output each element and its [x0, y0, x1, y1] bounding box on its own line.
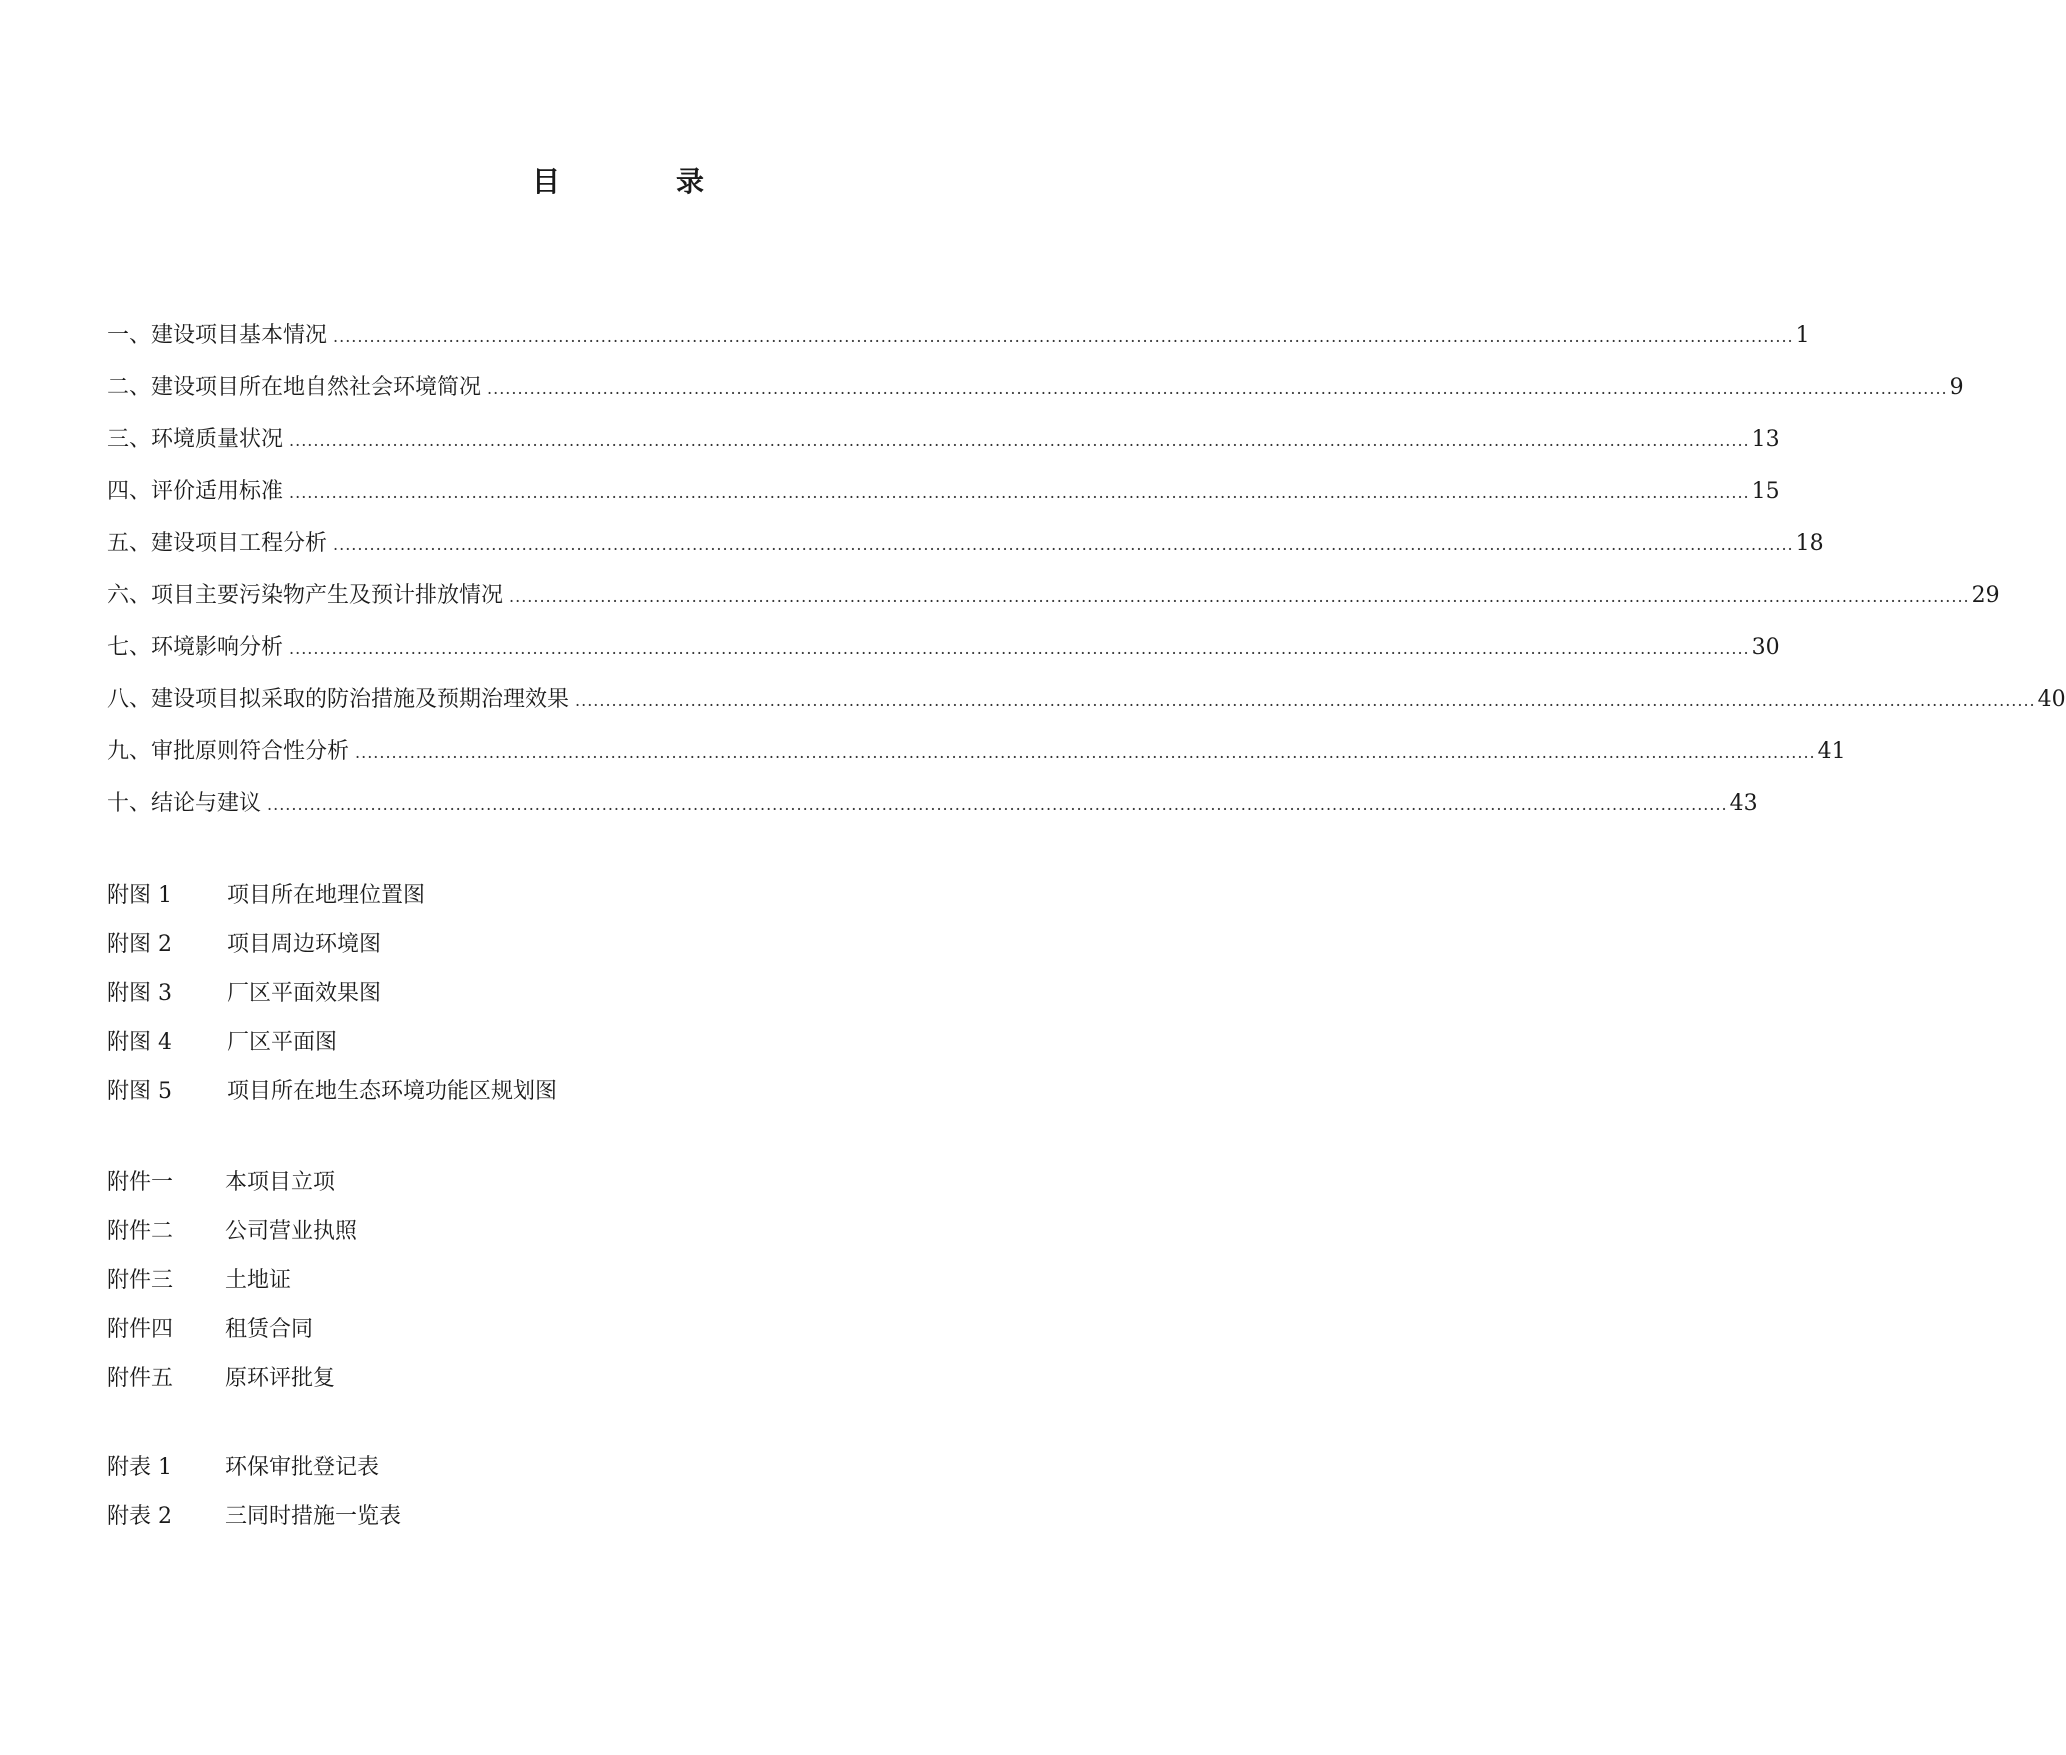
toc-entry[interactable]: [107, 370, 1964, 422]
attachment-key: 附件三: [107, 1268, 174, 1293]
toc-leader-dots: ................................................................................................................................................................................................................................................: [289, 639, 1750, 658]
toc-entry-page: 41: [1817, 739, 1846, 764]
toc-entry-label: 三、环境质量状况: [107, 427, 284, 452]
toc-entry-label: 八、建设项目拟采取的防治措施及预期治理效果: [107, 687, 570, 712]
toc-entry[interactable]: [107, 422, 1780, 474]
toc-entry-label: 二、建设项目所在地自然社会环境简况: [107, 375, 482, 400]
list-item: [107, 1165, 807, 1214]
list-item: [107, 1499, 807, 1548]
figure-key: 附图 5: [107, 1079, 172, 1104]
list-item: [107, 1450, 807, 1499]
page-title: [0, 160, 1241, 200]
toc-leader-dots: ................................................................................................................................................................................................................................................: [487, 379, 1948, 398]
attachment-name: 原环评批复: [225, 1366, 336, 1391]
table-of-contents: [107, 318, 2066, 838]
attachment-list: [107, 1165, 807, 1410]
figure-list: [107, 878, 807, 1123]
toc-entry-label: 五、建设项目工程分析: [107, 531, 328, 556]
table-name: 三同时措施一览表: [225, 1504, 402, 1529]
toc-entry[interactable]: [107, 734, 1846, 786]
toc-entry-label: 九、审批原则符合性分析: [107, 739, 350, 764]
list-item: [107, 1312, 807, 1361]
list-item: [107, 927, 807, 976]
toc-leader-dots: ................................................................................................................................................................................................................................................: [575, 691, 2036, 710]
attachment-key: 附件四: [107, 1317, 174, 1342]
toc-entry-page: 15: [1751, 479, 1780, 504]
list-item: [107, 1214, 807, 1263]
title-char-1: 目: [532, 165, 561, 198]
toc-entry-page: 9: [1949, 375, 1964, 400]
figure-key: 附图 2: [107, 932, 172, 957]
figure-name: 项目所在地理位置图: [227, 883, 426, 908]
toc-leader-dots: ................................................................................................................................................................................................................................................: [267, 795, 1728, 814]
figure-name: 项目周边环境图: [227, 932, 382, 957]
toc-leader-dots: ................................................................................................................................................................................................................................................: [289, 431, 1750, 450]
toc-entry-label: 七、环境影响分析: [107, 635, 284, 660]
figure-name: 厂区平面图: [227, 1030, 338, 1055]
figure-name: 项目所在地生态环境功能区规划图: [227, 1079, 558, 1104]
figure-key: 附图 3: [107, 981, 172, 1006]
attachment-key: 附件二: [107, 1219, 174, 1244]
toc-entry[interactable]: [107, 526, 1824, 578]
list-item: [107, 1361, 807, 1410]
toc-entry-page: 43: [1729, 791, 1758, 816]
attachment-key: 附件五: [107, 1366, 174, 1391]
toc-entry[interactable]: [107, 318, 1810, 370]
title-char-2: 录: [676, 165, 705, 198]
attachment-name: 本项目立项: [225, 1170, 336, 1195]
toc-entry[interactable]: [107, 474, 1780, 526]
toc-entry-label: 一、建设项目基本情况: [107, 323, 328, 348]
list-item: [107, 1025, 807, 1074]
figure-key: 附图 1: [107, 883, 172, 908]
toc-entry[interactable]: [107, 630, 1780, 682]
figure-name: 厂区平面效果图: [227, 981, 382, 1006]
toc-entry-page: 30: [1751, 635, 1780, 660]
list-item: [107, 976, 807, 1025]
table-key: 附表 2: [107, 1504, 172, 1529]
toc-entry-label: 四、评价适用标准: [107, 479, 284, 504]
list-item: [107, 878, 807, 927]
toc-entry-page: 18: [1795, 531, 1824, 556]
attachment-name: 公司营业执照: [225, 1219, 358, 1244]
toc-entry[interactable]: [107, 682, 2066, 734]
attachment-name: 土地证: [225, 1268, 292, 1293]
toc-leader-dots: ................................................................................................................................................................................................................................................: [289, 483, 1750, 502]
toc-leader-dots: ................................................................................................................................................................................................................................................: [333, 327, 1794, 346]
figure-key: 附图 4: [107, 1030, 172, 1055]
table-list: [107, 1450, 807, 1548]
toc-entry-page: 1: [1795, 323, 1810, 348]
toc-leader-dots: ................................................................................................................................................................................................................................................: [355, 743, 1816, 762]
toc-entry-label: 十、结论与建议: [107, 791, 262, 816]
attachment-name: 租赁合同: [225, 1317, 314, 1342]
list-item: [107, 1263, 807, 1312]
toc-entry-page: 13: [1751, 427, 1780, 452]
toc-leader-dots: ................................................................................................................................................................................................................................................: [333, 535, 1794, 554]
list-item: [107, 1074, 807, 1123]
toc-leader-dots: ................................................................................................................................................................................................................................................: [509, 587, 1970, 606]
toc-entry[interactable]: [107, 786, 1758, 838]
toc-entry-page: 40: [2037, 687, 2066, 712]
toc-entry-label: 六、项目主要污染物产生及预计排放情况: [107, 583, 504, 608]
toc-entry-page: 29: [1971, 583, 2000, 608]
table-name: 环保审批登记表: [225, 1455, 380, 1480]
toc-entry[interactable]: [107, 578, 2000, 630]
attachment-key: 附件一: [107, 1170, 174, 1195]
table-key: 附表 1: [107, 1455, 172, 1480]
